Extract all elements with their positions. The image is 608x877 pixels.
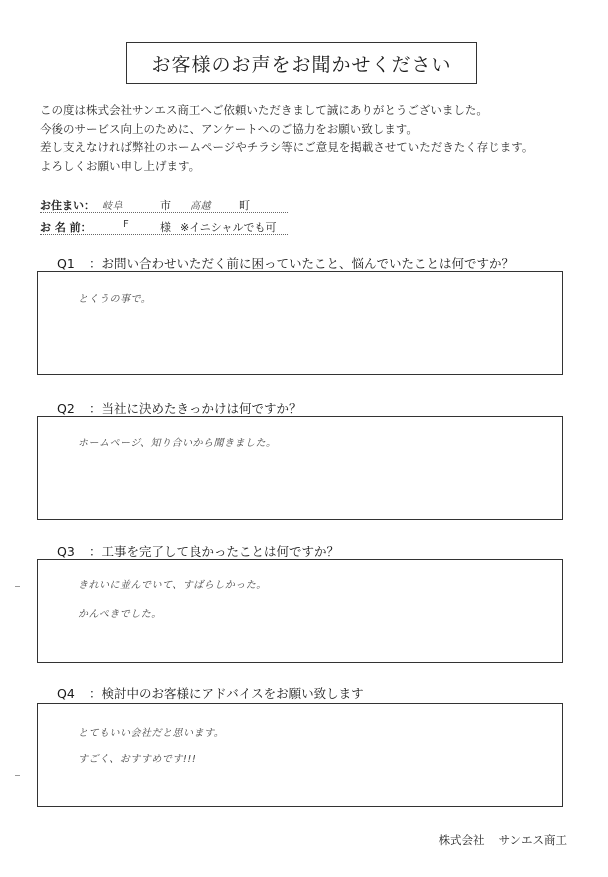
answer-line: とてもいい会社だと思います。 <box>78 728 225 739</box>
answer-line: とくうの事で。 <box>78 294 152 305</box>
name-label: お 名 前： <box>40 221 92 234</box>
answer-box-3 <box>37 559 563 663</box>
answer-line: ホームページ、知り合いから聞きました。 <box>78 438 277 449</box>
question-number: Q1 <box>57 256 75 271</box>
answer-box-4 <box>37 703 563 807</box>
answer-box-2 <box>37 416 563 520</box>
question-number: Q2 <box>57 401 75 416</box>
question-number: Q3 <box>57 544 75 559</box>
page-title <box>126 42 477 84</box>
question-number: Q4 <box>57 686 75 701</box>
name-honorific: 様 <box>160 221 171 234</box>
address-prefecture: 岐阜 <box>102 201 123 212</box>
question-text: ：検討中のお客様にアドバイスをお願い致します <box>89 686 364 701</box>
punch-mark <box>15 586 20 587</box>
answer-line: かんぺきでした。 <box>78 609 162 620</box>
answer-line: きれいに並んでいて、すばらしかった。 <box>78 580 267 591</box>
question-3 <box>57 542 339 560</box>
question-1 <box>57 254 514 272</box>
footer-company-type: 株式会社 <box>438 833 485 847</box>
question-text: ：当社に決めたきっかけは何ですか？ <box>89 401 302 416</box>
address-city-suffix: 市 <box>160 199 171 212</box>
address-area: 高越 <box>190 201 211 212</box>
question-text: ：工事を完了して良かったことは何ですか？ <box>89 544 340 559</box>
answer-line: すごく、おすすめです!!! <box>78 754 197 765</box>
punch-mark <box>15 775 20 776</box>
name-underline <box>40 234 288 235</box>
question-4 <box>57 684 364 702</box>
name-initial: F <box>123 219 130 230</box>
footer-company-name: サンエス商工 <box>498 833 567 847</box>
question-text: ：お問い合わせいただく前に困っていたこと、悩んでいたことは何ですか？ <box>89 256 515 271</box>
address-town-suffix: 町 <box>239 199 250 212</box>
intro-line: この度は株式会社サンエス商工へご依頼いただきまして誠にありがとうございました。 <box>40 103 488 117</box>
page-title-text: お客様のお声をお聞かせください <box>151 53 452 76</box>
address-underline <box>40 212 288 213</box>
question-2 <box>57 399 302 417</box>
answer-box-1 <box>37 271 563 375</box>
intro-text <box>40 101 580 175</box>
name-note: ※イニシャルでも可 <box>180 221 277 234</box>
intro-line: よろしくお願い申し上げます。 <box>40 158 201 173</box>
company-footer <box>439 832 567 848</box>
intro-line: 差し支えなければ弊社のホームページやチラシ等にご意見を掲載させていただきたく存じます。 <box>40 140 534 154</box>
intro-line: 今後のサービス向上のために、アンケートへのご協力をお願い致します。 <box>40 121 418 136</box>
address-label: お住まい： <box>40 199 95 212</box>
